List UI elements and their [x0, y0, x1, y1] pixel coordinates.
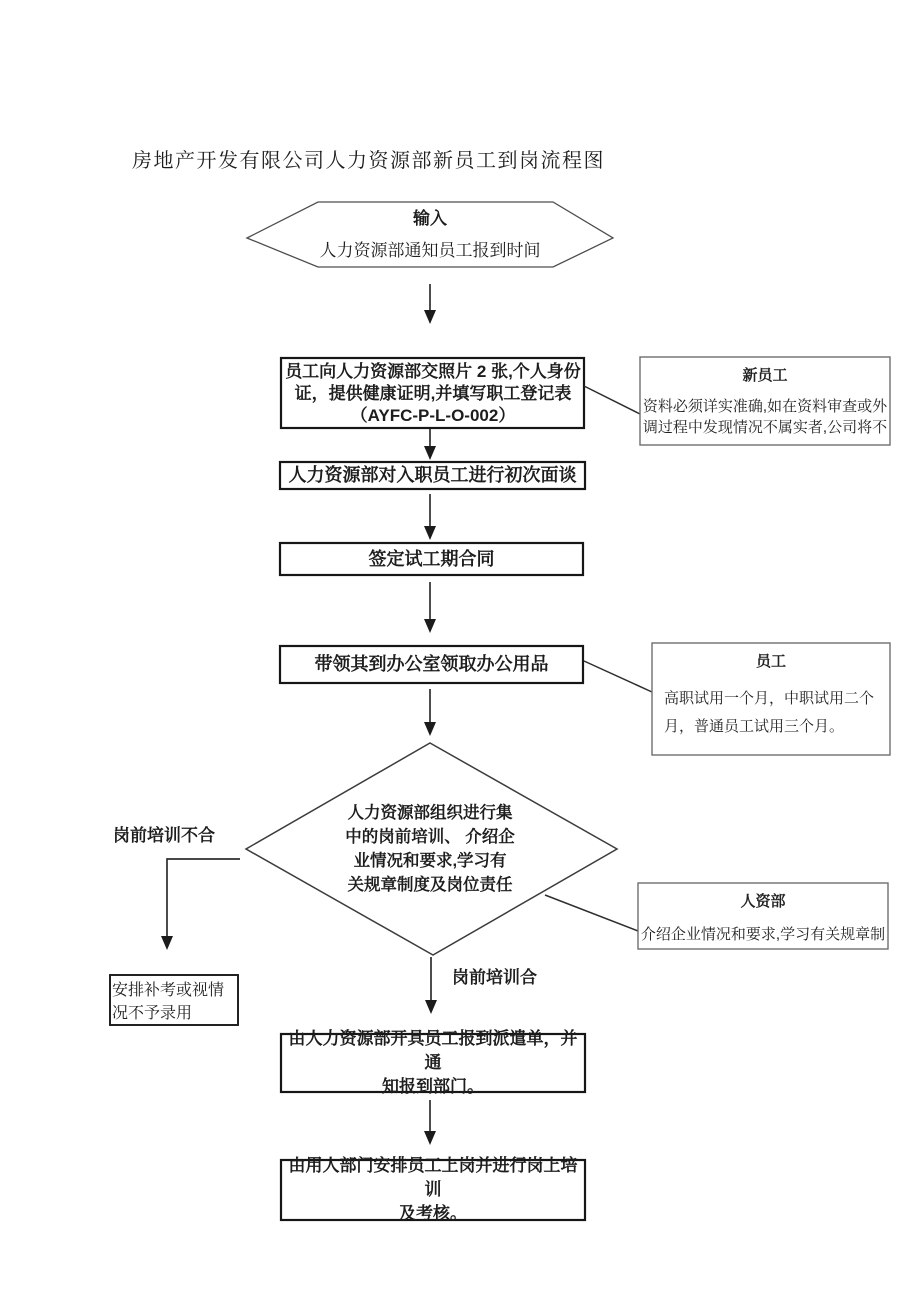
arrow-decision-fail [167, 859, 240, 937]
step4-text: 带领其到办公室领取办公用品 [314, 654, 549, 674]
step5-line1: 由人力资源部开具员工报到派遣单，并通 [288, 1029, 578, 1072]
step6-text [281, 1156, 585, 1223]
note-employee-line1: 高职试用一个月，中职试用二个 [664, 690, 875, 707]
note-employee [652, 643, 890, 741]
connector-decision-note3 [545, 895, 638, 931]
step6-line2: 及考核。 [399, 1204, 467, 1223]
connector-step4-note2 [584, 661, 652, 692]
pass-branch-label: 岗前培训合 [452, 968, 537, 987]
decision-line3: 业情况和要求,学习有 [353, 852, 507, 870]
step1-line2: 证，提供健康证明,并填写职工登记表 [294, 384, 572, 403]
note-employee-title: 员工 [755, 653, 786, 670]
note-employee-line2: 月，普通员工试用三个月。 [664, 718, 845, 735]
start-label: 输入 [413, 209, 447, 228]
step5-line2: 知报到部门。 [382, 1077, 484, 1096]
fail-action-line2: 况不予录用 [112, 1005, 193, 1022]
note-new-employee-title: 新员工 [742, 367, 788, 384]
arrowhead [424, 1131, 436, 1145]
fail-branch-label: 岗前培训不合 [113, 826, 215, 845]
connector-step1-note1 [584, 386, 640, 414]
page-title: 房地产开发有限公司人力资源部新员工到岗流程图 [132, 150, 605, 172]
step1-line3: （AYFC-P-L-O-002） [350, 406, 516, 425]
arrowhead [424, 526, 436, 540]
arrowhead [425, 1000, 437, 1014]
decision-text [275, 801, 585, 897]
start-text: 人力资源部通知员工报到时间 [319, 241, 541, 260]
note-new-employee-body [640, 396, 890, 438]
decision-line2: 中的岗前培训、 介绍企 [345, 828, 515, 846]
decision-line4: 关规章制度及岗位责任 [347, 876, 513, 894]
decision-line1: 人力资源部组织进行集 [347, 804, 513, 822]
step2-text: 人力资源部对入职员工进行初次面谈 [288, 465, 577, 485]
note-hr-dept-line1: 介绍企业情况和要求,学习有关规章制 [640, 926, 886, 943]
step1-line1: 员工向人力资源部交照片 2 张,个人身份 [285, 362, 581, 381]
note-new-employee [640, 357, 890, 438]
fail-action-text [112, 979, 236, 1025]
note-employee-body [652, 685, 890, 741]
step5-text [281, 1029, 585, 1096]
arrowhead [161, 936, 173, 950]
step3-text: 签定试工期合同 [368, 549, 495, 569]
arrowhead [424, 446, 436, 460]
arrowhead [424, 619, 436, 633]
note-hr-dept [638, 883, 888, 945]
step6-line1: 由用人部门安排员工上岗并进行岗上培训 [288, 1156, 578, 1199]
note-hr-dept-title: 人资部 [740, 893, 786, 910]
note-new-employee-line1: 资料必须详实准确,如在资料审查或外 [642, 398, 888, 415]
arrowhead [424, 722, 436, 736]
step1-text [281, 361, 585, 427]
note-hr-dept-body [638, 924, 888, 945]
arrowhead [424, 310, 436, 324]
note-new-employee-line2: 调过程中发现情况不属实者,公司将不 [642, 419, 888, 436]
fail-action-line1: 安排补考或视情 [112, 982, 225, 999]
